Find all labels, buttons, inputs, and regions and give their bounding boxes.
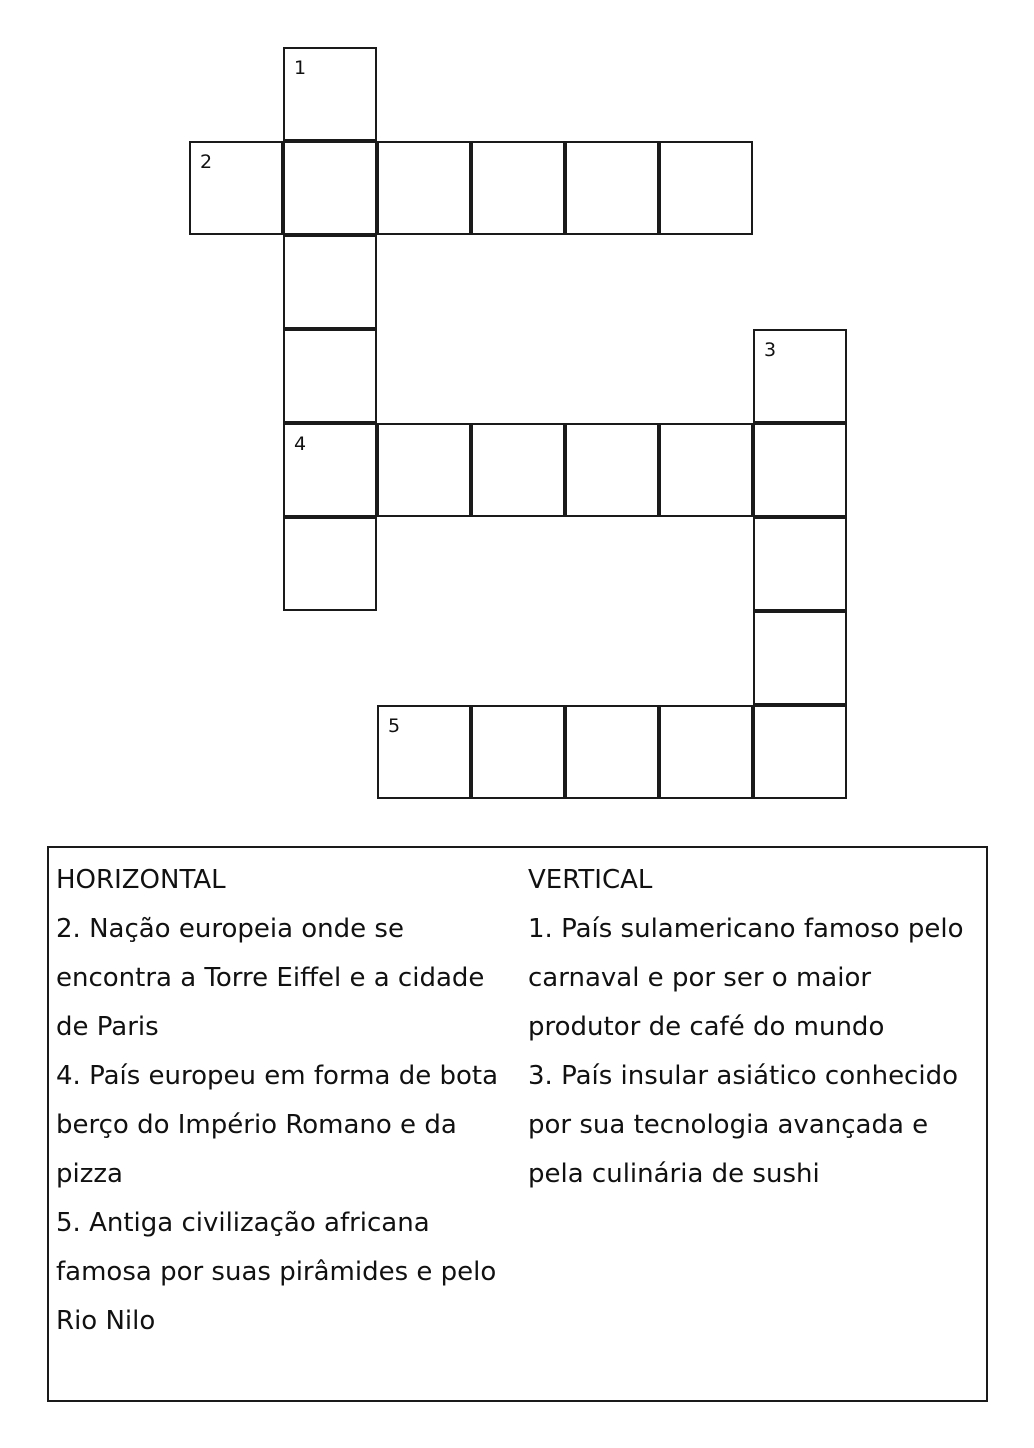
crossword-cell[interactable]	[471, 141, 565, 235]
clue-across-4: 4. País europeu em forma de bota berço do Império Romano e da pizza	[56, 1061, 498, 1189]
horizontal-clues	[56, 856, 511, 1346]
crossword-cell[interactable]	[753, 423, 847, 517]
crossword-cell[interactable]	[377, 423, 471, 517]
clue-across-5: 5. Antiga civilização africana famosa por suas pirâmides e pelo Rio Nilo	[56, 1208, 497, 1336]
crossword-cell[interactable]	[565, 423, 659, 517]
crossword-cell[interactable]	[471, 423, 565, 517]
crossword-cell[interactable]	[565, 141, 659, 235]
crossword-cell[interactable]	[377, 141, 471, 235]
horizontal-heading: HORIZONTAL	[56, 865, 226, 895]
crossword-cell-4[interactable]	[283, 423, 377, 517]
crossword-cell[interactable]	[471, 705, 565, 799]
clues-box	[47, 846, 988, 1402]
crossword-cell[interactable]	[659, 141, 753, 235]
clue-down-3: 3. País insular asiático conhecido por sua tecnologia avançada e pela culinária de sushi	[528, 1061, 958, 1189]
vertical-heading: VERTICAL	[528, 865, 653, 895]
crossword-cell[interactable]	[753, 705, 847, 799]
crossword-cell[interactable]	[565, 705, 659, 799]
crossword-cell-2[interactable]	[189, 141, 283, 235]
crossword-cell[interactable]	[283, 517, 377, 611]
crossword-cell-1[interactable]	[283, 47, 377, 141]
clue-number: 2	[200, 151, 213, 173]
crossword-cell-3[interactable]	[753, 329, 847, 423]
crossword-cell[interactable]	[659, 423, 753, 517]
clue-number: 5	[388, 715, 401, 737]
vertical-clues	[528, 856, 983, 1199]
clue-across-2: 2. Nação europeia onde se encontra a Torre Eiffel e a cidade de Paris	[56, 914, 485, 1042]
crossword-cell[interactable]	[283, 141, 377, 235]
crossword-cell-5[interactable]	[377, 705, 471, 799]
crossword-cell[interactable]	[659, 705, 753, 799]
crossword-cell[interactable]	[283, 329, 377, 423]
clue-down-1: 1. País sulamericano famoso pelo carnaval e por ser o maior produtor de café do mundo	[528, 914, 964, 1042]
crossword-cell[interactable]	[283, 235, 377, 329]
crossword-cell[interactable]	[753, 517, 847, 611]
clue-number: 1	[294, 57, 307, 79]
clue-number: 4	[294, 433, 307, 455]
crossword-cell[interactable]	[753, 611, 847, 705]
clue-number: 3	[764, 339, 777, 361]
